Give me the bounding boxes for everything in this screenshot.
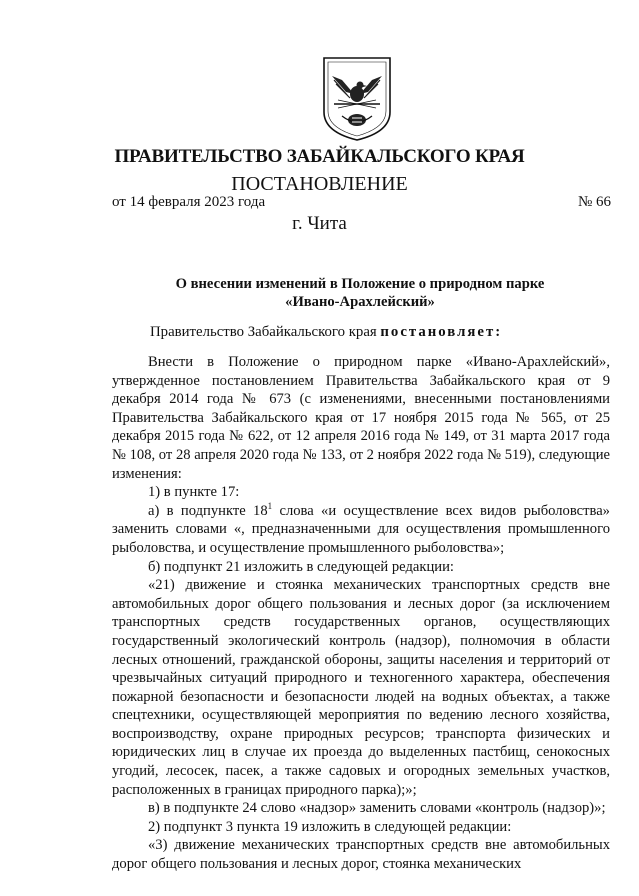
subitem-a-pre: а) в подпункте 18: [148, 502, 268, 519]
paragraph-clause-3: «3) движение механических транспортных средств вне автомобильных дорог общего пользования и лесных дорог, стоянка механических: [112, 837, 610, 873]
document-city: г. Чита: [292, 213, 347, 234]
subject-line-2: «Ивано-Арахлейский»: [285, 294, 435, 310]
intro-text: Правительство Забайкальского края: [150, 324, 381, 340]
subitem-a-superscript: 1: [267, 500, 273, 511]
paragraph-item-2: 2) подпункт 3 пункта 19 изложить в следующей редакции:: [148, 818, 512, 835]
coat-of-arms-emblem: [318, 56, 396, 142]
paragraph-subitem-v: в) в подпункте 24 слово «надзор» заменить словами «контроль (надзор)»;: [148, 800, 606, 817]
date-number-line: [112, 194, 611, 211]
document-type: ПОСТАНОВЛЕНИЕ: [231, 173, 408, 195]
intro-line: [150, 324, 502, 341]
paragraph-subitem-a: [112, 502, 610, 558]
document-body: [112, 353, 610, 874]
paragraph-item-1: 1) в пункте 17:: [148, 484, 240, 501]
document-number: № 66: [577, 194, 611, 210]
intro-emphasis: постановляет:: [380, 324, 503, 340]
document-subject: [150, 275, 570, 311]
document-date: от 14 февраля 2023 года: [112, 194, 266, 210]
subject-line-1: О внесении изменений в Положение о природном парке: [175, 276, 545, 292]
subitem-a-post: слова «и осуществление всех видов рыболовства» заменить словами «, предназначенными для осуществления промышленного рыболовства, и осуществление промышленного рыболовства»;: [112, 502, 610, 556]
government-title: ПРАВИТЕЛЬСТВО ЗАБАЙКАЛЬСКОГО КРАЯ: [114, 146, 525, 167]
paragraph-main: Внести в Положение о природном парке «Ивано-Арахлейский», утвержденное постановлением Правительства Забайкальского края от 9 декабря 2014 года № 673 (с изменениями, внесенными постановлениями Правительства Забайкальского края от 17 ноября 2015 года № 565, от 25 декабря 2015 года № 622, от 12 апреля 2016 года № 149, от 31 марта 2017 года № 108, от 28 апреля 2020 года № 133, от 2 ноября 2022 года № 519), следующие изменения:: [112, 354, 610, 482]
paragraph-subitem-b: б) подпункт 21 изложить в следующей редакции:: [148, 558, 454, 575]
paragraph-clause-21: «21) движение и стоянка механических транспортных средств вне автомобильных дорог общего пользования и лесных дорог (за исключением транспортных средств государственных органов, осуществляющих государственный экологический контроль (надзор), полномочия в области лесных отношений, гражданской обороны, защиты населения и территорий от чрезвычайных ситуаций природного и техногенного характера, обеспечения пожарной безопасности и безопасности людей на водных объектах, а также спецтехники, осуществляющей мероприятия по ведению лесного хозяйства, воспроизводству, охране природных ресурсов; транспорта физических и юридических лиц в случае их проезда до выделенных пастбищ, сенокосных угодий, лесосек, пасек, а также садовых и огородных земельных участков, расположенных в границах природного парка);»;: [112, 577, 610, 798]
